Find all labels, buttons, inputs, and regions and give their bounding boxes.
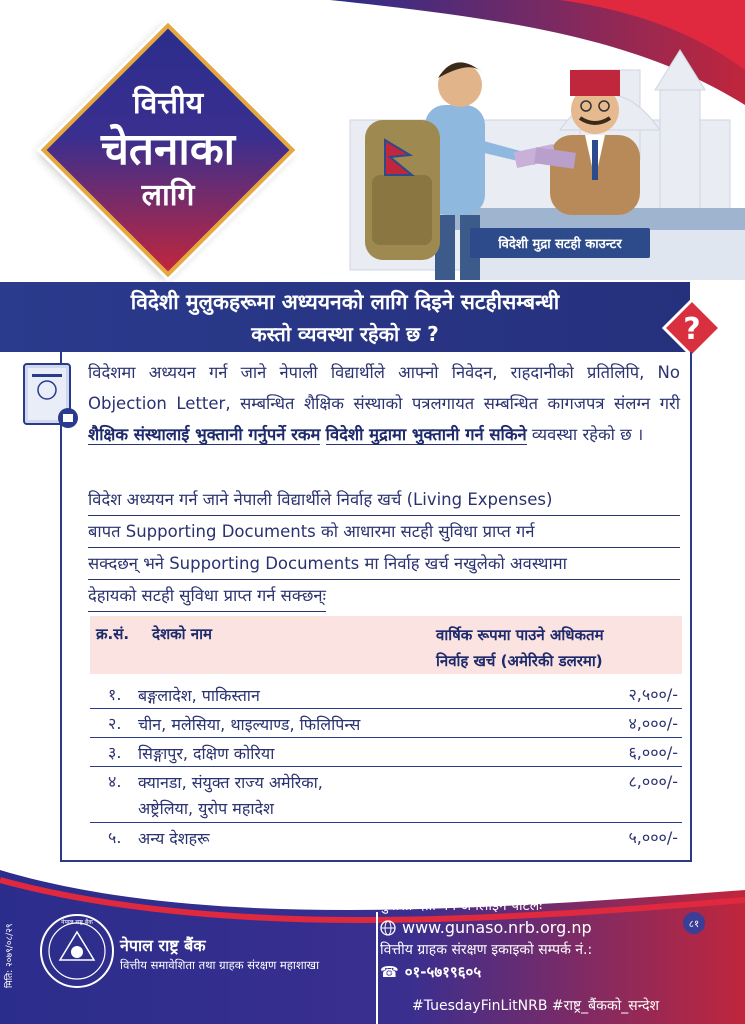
row-country: बङ्गलादेश, पाकिस्तान <box>138 686 260 705</box>
phone-number: ०१-५७१९६०५ <box>404 963 482 981</box>
badge-line-2: चेतनाका <box>100 124 236 175</box>
allowance-table <box>90 616 682 852</box>
portal-label: गुनासो दर्ता गर्ने अनलाइन पोर्टलः <box>380 898 543 914</box>
paragraph-1-highlight-2: विदेशी मुद्रामा भुक्तानी गर्न सकिने <box>325 425 527 444</box>
svg-text:?: ? <box>683 312 701 347</box>
phone-row <box>380 961 710 983</box>
row-amount: ६,०००/- <box>628 743 678 762</box>
row-country-line-1: क्यानडा, संयुक्त राज्य अमेरिका, <box>138 773 323 792</box>
website-link[interactable]: www.gunaso.nrb.org.np <box>402 918 592 937</box>
row-country <box>138 770 323 822</box>
row-serial: २. <box>108 714 122 733</box>
contact-label: वित्तीय ग्राहक संरक्षण इकाइको सम्पर्क नं.: <box>380 942 593 958</box>
row-country: अन्य देशहरू <box>138 829 210 848</box>
header-serial: क्र.सं. <box>96 625 130 643</box>
phone-icon: ☎ <box>380 963 399 981</box>
row-serial: १. <box>108 685 122 704</box>
header-country: देशको नाम <box>152 625 212 643</box>
row-amount: ५,०००/- <box>628 828 678 847</box>
bank-name: नेपाल राष्ट्र बैंक <box>120 936 206 955</box>
question-mark-icon <box>662 298 722 358</box>
row-serial: ३. <box>108 743 122 762</box>
table-row <box>90 709 682 738</box>
paragraph-1-text-a: विदेशमा अध्ययन गर्न जाने नेपाली विद्यार्थीले आफ्नो निवेदन, राहदानीको प्रतिलिपि, No Objection Letter, सम्बन्धित शैक्षिक संस्थाको पत्रलगायत सम्बन्धित कागजपत्र संलग्न गरी <box>88 363 680 413</box>
paragraph-2-line-4: देहायको सटही सुविधा प्राप्त गर्न सक्छन्ः <box>88 580 326 612</box>
nrb-logo-icon <box>38 912 116 990</box>
footer-divider <box>376 912 378 1024</box>
paragraph-2-line-1: विदेश अध्ययन गर्न जाने नेपाली विद्यार्थीले निर्वाह खर्च (Living Expenses) <box>88 484 680 516</box>
row-amount: २,५००/- <box>628 685 678 704</box>
row-country-line-2: अष्ट्रेलिया, युरोप महादेश <box>138 799 274 818</box>
badge-line-1: वित्तीय <box>132 86 204 121</box>
header-amount-line-2: निर्वाह खर्च (अमेरिकी डलरमा) <box>436 652 603 670</box>
badge-text <box>48 30 288 270</box>
paragraph-2-line-2: बापत Supporting Documents को आधारमा सटही सुविधा प्राप्त गर्न <box>88 516 680 548</box>
header-amount-line-1: वार्षिक रूपमा पाउने अधिकतम <box>436 626 604 644</box>
counter-sign: विदेशी मुद्रा सटही काउन्टर <box>470 228 650 258</box>
logo-text: नेपाल राष्ट्र बैंक <box>61 919 93 926</box>
question-line-1: विदेशी मुलुकहरूमा अध्ययनको लागि दिइने सटहीसम्बन्धी <box>130 290 560 314</box>
publication-date: मिति: २०७९/०८/२९ <box>5 923 15 988</box>
page-number-badge: ८१ <box>683 912 705 934</box>
globe-icon <box>380 920 396 936</box>
paragraph-1-text-b: व्यवस्था रहेको छ । <box>526 425 644 444</box>
row-amount: ४,०००/- <box>628 714 678 733</box>
contact-block <box>380 895 710 983</box>
document-icon <box>20 360 82 430</box>
row-country: चीन, मलेसिया, थाइल्याण्ड, फिलिपिन्स <box>138 715 361 734</box>
question-banner <box>0 282 690 352</box>
paragraph-1 <box>88 357 680 450</box>
row-serial: ४. <box>108 772 122 791</box>
table-row <box>90 738 682 767</box>
question-line-2: कस्तो व्यवस्था रहेको छ ? <box>251 322 439 346</box>
table-row <box>90 680 682 709</box>
row-country: सिङ्गापुर, दक्षिण कोरिया <box>138 744 275 763</box>
table-row <box>90 767 682 823</box>
paragraph-2 <box>88 484 680 612</box>
header-amount <box>436 622 672 674</box>
hashtags: #TuesdayFinLitNRB #राष्ट्र_बैंकको_सन्देश <box>412 998 660 1014</box>
department-name: वित्तीय समावेशिता तथा ग्राहक संरक्षण महाशाखा <box>120 958 320 972</box>
title-badge <box>48 30 288 270</box>
table-header <box>90 616 682 674</box>
paragraph-2-line-3: सक्दछन् भने Supporting Documents मा निर्वाह खर्च नखुलेको अवस्थामा <box>88 548 680 580</box>
table-row <box>90 823 682 852</box>
badge-line-3: लागि <box>141 178 195 213</box>
paragraph-1-highlight-1: शैक्षिक संस्थालाई भुक्तानी गर्नुपर्ने रकम <box>88 425 321 444</box>
website-row <box>380 917 710 939</box>
row-serial: ५. <box>108 828 122 847</box>
row-amount: ८,०००/- <box>628 772 678 791</box>
